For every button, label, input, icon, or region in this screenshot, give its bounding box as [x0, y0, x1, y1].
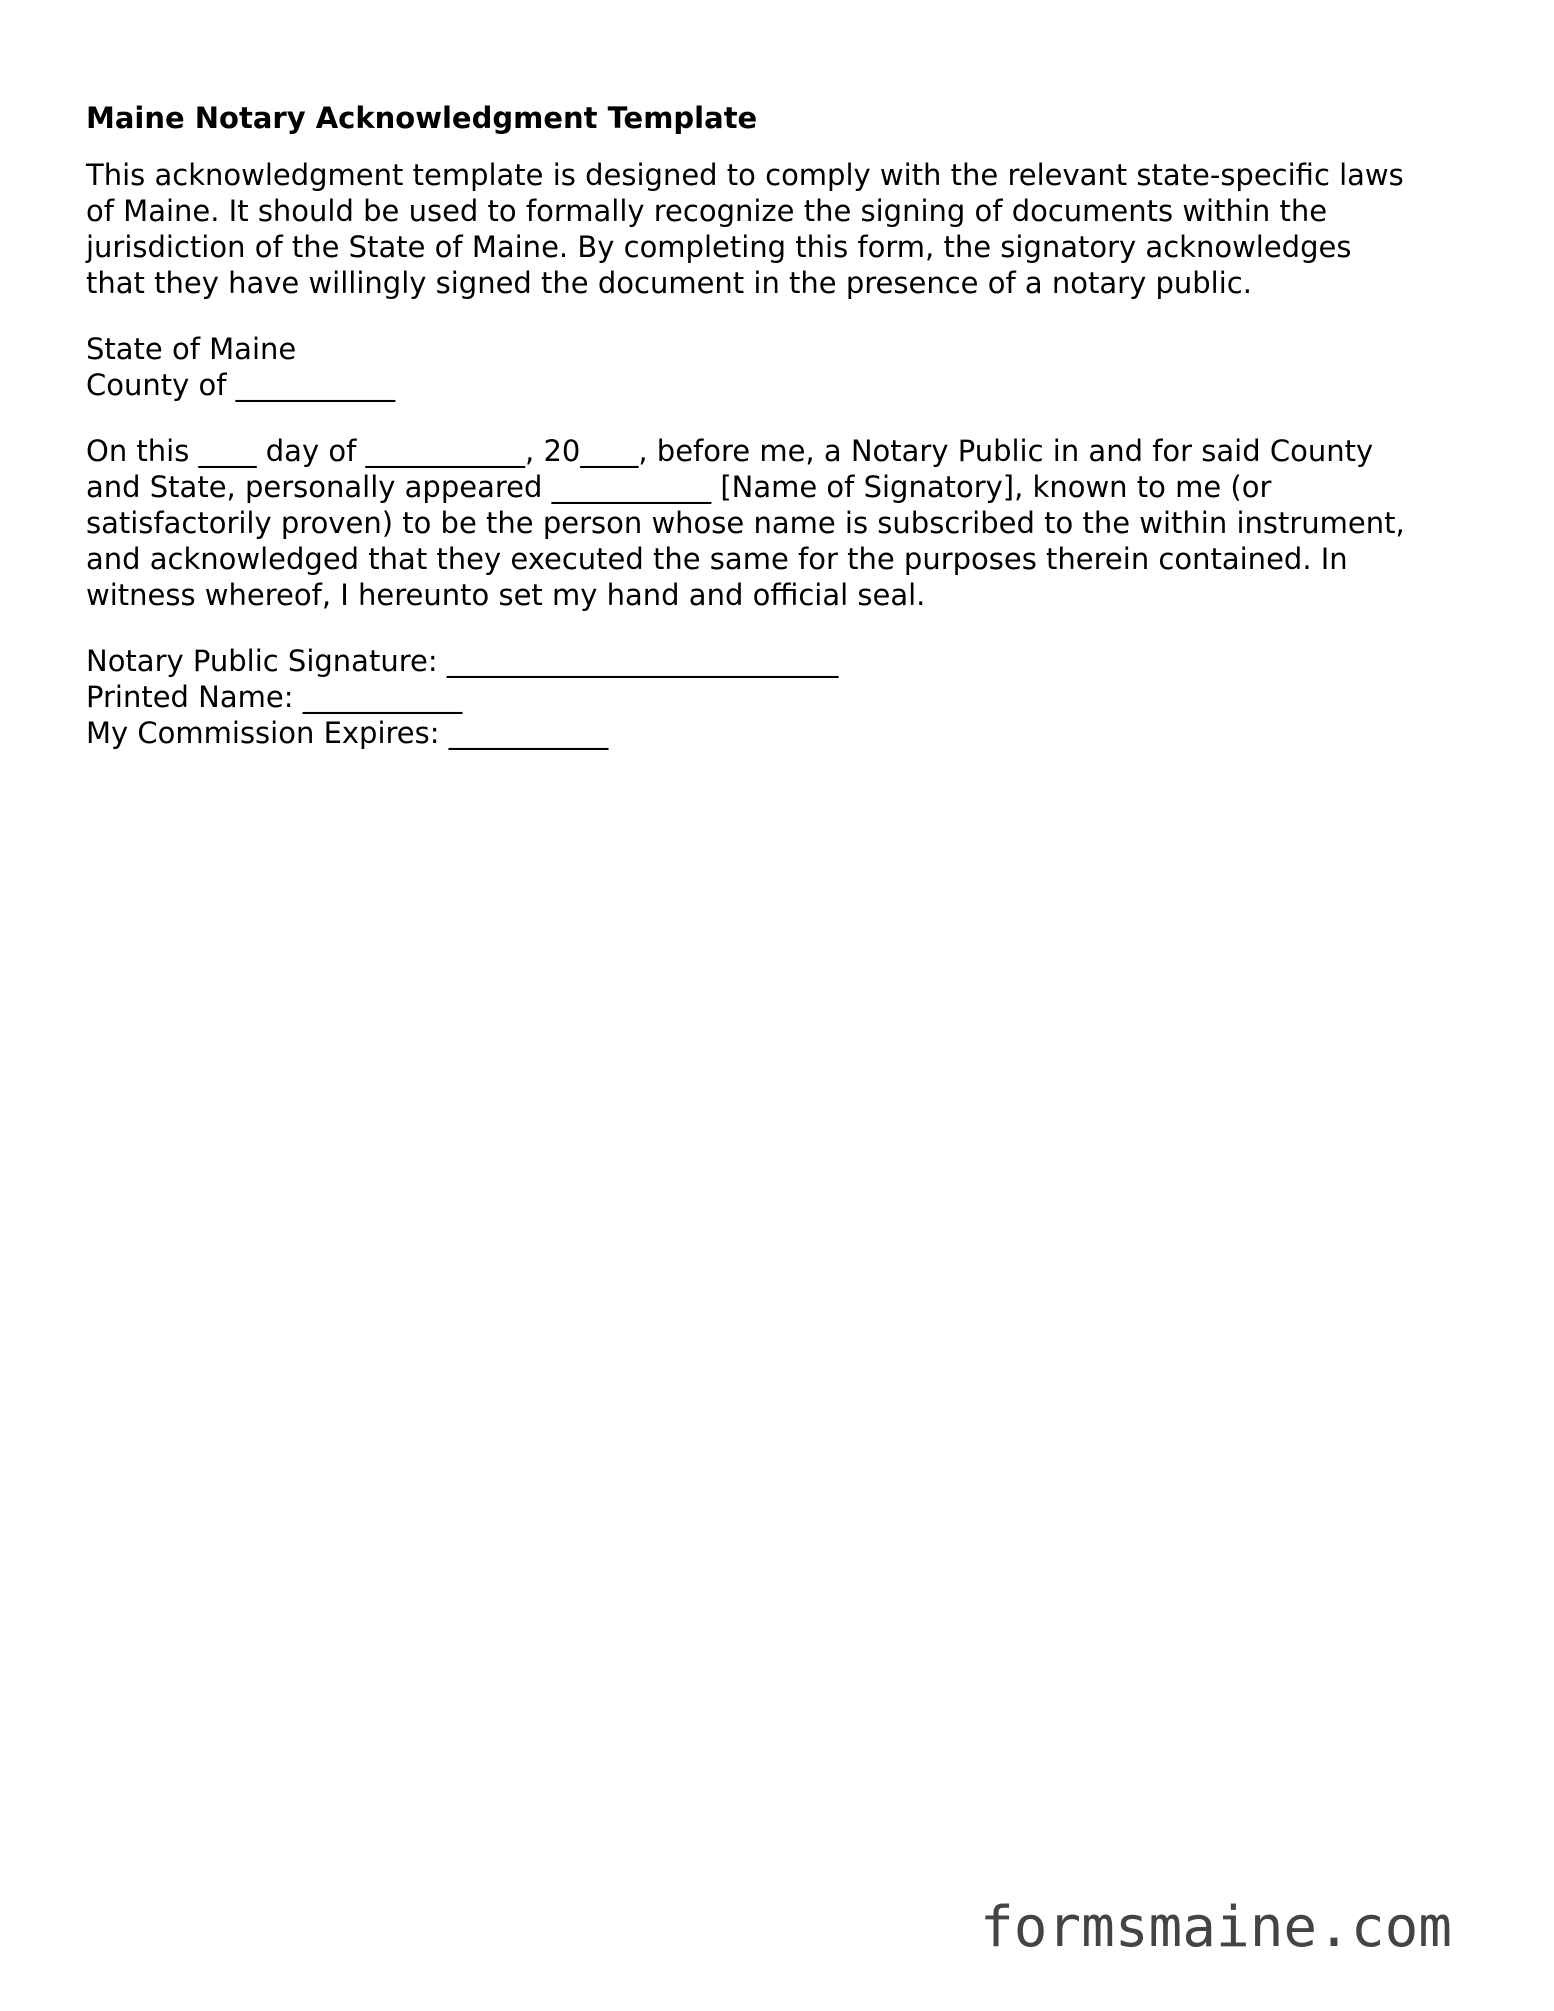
body-line: and State, personally appeared ___________ [Name of Signatory], known to me (or [86, 470, 1272, 504]
acknowledgment-paragraph [86, 433, 1486, 613]
notary-signature-line: Notary Public Signature: ___________________________ [86, 644, 839, 678]
intro-line: of Maine. It should be used to formally recognize the signing of documents within the [86, 194, 1328, 228]
site-watermark: formsmaine.com [979, 1895, 1452, 1960]
body-line: On this ____ day of ___________, 20____, before me, a Notary Public in and for said County [86, 434, 1374, 468]
intro-line: that they have willingly signed the document in the presence of a notary public. [86, 266, 1252, 300]
intro-line: jurisdiction of the State of Maine. By completing this form, the signatory acknowledges [86, 230, 1352, 264]
signature-block [86, 643, 1486, 751]
county-line: County of ___________ [86, 368, 396, 402]
state-line: State of Maine [86, 332, 297, 366]
printed-name-line: Printed Name: ___________ [86, 680, 463, 714]
body-line: and acknowledged that they executed the same for the purposes therein contained. In [86, 542, 1348, 576]
document-page [86, 96, 1486, 781]
venue-block [86, 331, 1486, 403]
intro-line: This acknowledgment template is designed to comply with the relevant state-specific laws [86, 158, 1404, 192]
body-line: witness whereof, I hereunto set my hand and official seal. [86, 578, 926, 612]
body-line: satisfactorily proven) to be the person whose name is subscribed to the within instrument, [86, 506, 1405, 540]
document-title: Maine Notary Acknowledgment Template [86, 101, 758, 135]
commission-expires-line: My Commission Expires: ___________ [86, 716, 609, 750]
intro-paragraph [86, 157, 1486, 301]
